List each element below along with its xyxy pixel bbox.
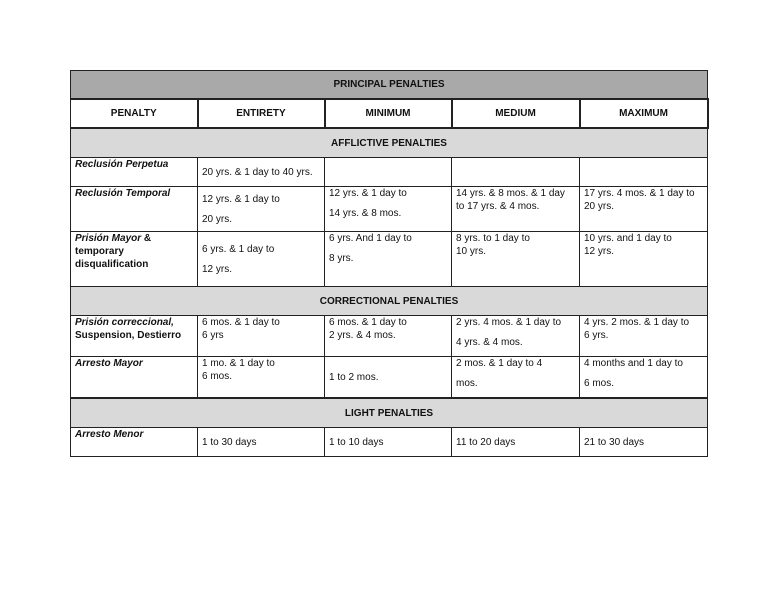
table-row	[71, 232, 708, 287]
maximum-cell	[580, 316, 708, 357]
penalty-name-cell	[71, 428, 198, 457]
cell-line: 2 yrs. & 4 mos.	[329, 330, 396, 341]
section-row-light	[71, 398, 708, 428]
section-title-correctional: CORRECTIONAL PENALTIES	[71, 287, 708, 316]
table-row	[71, 158, 708, 187]
cell-line: 6 mos.	[202, 371, 233, 382]
penalty-name: Arresto Menor	[75, 429, 144, 440]
penalty-name-italic: Prisión correccional,	[75, 317, 174, 328]
minimum-cell	[325, 187, 452, 232]
entirety-cell	[198, 316, 325, 357]
penalty-name-cell	[71, 187, 198, 232]
penalty-name-cell	[71, 232, 198, 287]
cell-line: 20 yrs.	[584, 201, 615, 212]
table-title-row	[71, 71, 708, 100]
maximum-cell: 21 to 30 days	[580, 428, 708, 457]
penalty-name: Reclusión Perpetua	[75, 159, 169, 170]
medium-cell	[452, 316, 580, 357]
cell-line: 12 yrs. & 1 day to	[329, 188, 407, 199]
entirety-cell	[198, 187, 325, 232]
penalty-name-suffix: &	[141, 233, 152, 244]
table-row	[71, 357, 708, 399]
medium-cell: 11 to 20 days	[452, 428, 580, 457]
cell-line: 1 mo. & 1 day to	[202, 358, 275, 369]
cell-line: to 17 yrs. & 4 mos.	[456, 201, 540, 212]
penalty-name-line: Suspension, Destierro	[75, 330, 182, 341]
cell-line: 12 yrs. & 1 day to	[202, 193, 280, 205]
entirety-cell: 20 yrs. & 1 day to 40 yrs.	[198, 158, 325, 187]
medium-cell	[452, 187, 580, 232]
cell-line: 2 mos. & 1 day to 4	[456, 358, 543, 369]
cell-line: 12 yrs.	[202, 263, 233, 275]
penalty-name: Reclusión Temporal	[75, 188, 171, 199]
penalty-name-line: temporary	[75, 246, 124, 257]
maximum-cell	[580, 158, 708, 187]
table-row	[71, 187, 708, 232]
medium-cell	[452, 357, 580, 399]
entirety-cell	[198, 357, 325, 399]
cell-line: 17 yrs. 4 mos. & 1 day to	[584, 188, 695, 199]
penalty-name: Arresto Mayor	[75, 358, 143, 369]
penalty-name-line: disqualification	[75, 259, 149, 270]
cell-line: 6 mos.	[584, 378, 615, 389]
minimum-cell	[325, 158, 452, 187]
cell-line: 10 yrs. and 1 day to	[584, 233, 672, 244]
cell-line: 4 months and 1 day to	[584, 358, 683, 369]
section-title-afflictive: AFFLICTIVE PENALTIES	[71, 128, 708, 158]
penalty-name-cell	[71, 316, 198, 357]
header-entirety: ENTIRETY	[198, 99, 325, 128]
cell-line: 6 yrs	[202, 330, 224, 341]
cell-line: 10 yrs.	[456, 246, 487, 257]
minimum-cell	[325, 232, 452, 287]
cell-line: 6 yrs. And 1 day to	[329, 233, 412, 244]
cell-line: 6 yrs. & 1 day to	[202, 243, 275, 255]
medium-cell	[452, 158, 580, 187]
header-penalty: PENALTY	[71, 99, 198, 128]
cell-line: 4 yrs. 2 mos. & 1 day to	[584, 317, 690, 328]
cell-line: 8 yrs. to 1 day to	[456, 233, 530, 244]
medium-cell	[452, 232, 580, 287]
section-row-correctional	[71, 287, 708, 316]
cell-line: 14 yrs. & 8 mos. & 1 day	[456, 188, 565, 199]
cell-line: 4 yrs. & 4 mos.	[456, 337, 523, 348]
cell-line: 8 yrs.	[329, 253, 354, 264]
cell-line: 2 yrs. 4 mos. & 1 day to	[456, 317, 562, 328]
cell-line: 6 mos. & 1 day to	[202, 317, 280, 328]
header-maximum: MAXIMUM	[580, 99, 708, 128]
header-medium: MEDIUM	[452, 99, 580, 128]
maximum-cell	[580, 232, 708, 287]
section-row-afflictive	[71, 128, 708, 158]
cell-line: 6 yrs.	[584, 330, 609, 341]
cell-line: 20 yrs.	[202, 213, 233, 225]
principal-penalties-table	[70, 70, 709, 457]
table-row	[71, 428, 708, 457]
maximum-cell	[580, 187, 708, 232]
header-minimum: MINIMUM	[325, 99, 452, 128]
cell-line: 14 yrs. & 8 mos.	[329, 208, 402, 219]
minimum-cell: 1 to 2 mos.	[325, 357, 452, 399]
minimum-cell	[325, 316, 452, 357]
cell-line: mos.	[456, 378, 478, 389]
entirety-cell: 1 to 30 days	[198, 428, 325, 457]
penalty-name-cell	[71, 158, 198, 187]
cell-line: 12 yrs.	[584, 246, 615, 257]
minimum-cell: 1 to 10 days	[325, 428, 452, 457]
table-row	[71, 316, 708, 357]
penalty-name-cell	[71, 357, 198, 399]
entirety-cell	[198, 232, 325, 287]
column-header-row	[71, 99, 708, 128]
section-title-light: LIGHT PENALTIES	[71, 398, 708, 428]
cell-line: 6 mos. & 1 day to	[329, 317, 407, 328]
maximum-cell	[580, 357, 708, 399]
penalty-name-italic: Prisión Mayor	[75, 233, 142, 244]
table-title: PRINCIPAL PENALTIES	[71, 71, 708, 100]
